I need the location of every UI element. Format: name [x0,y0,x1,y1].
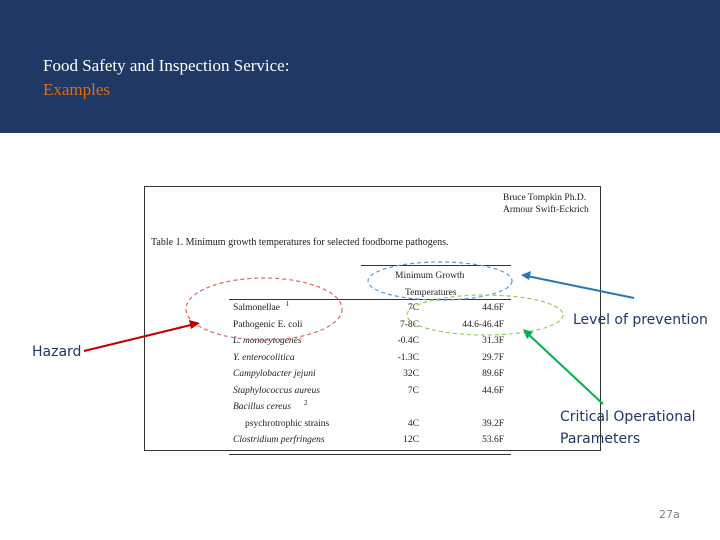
author-line-2: Armour Swift-Eckrich [503,205,589,215]
celsius-value: 7-8C [400,319,419,330]
fahrenheit-value: 44.6F [482,303,504,313]
fahrenheit-value: 89.6F [482,369,504,379]
celsius-value: 4C [407,418,419,429]
fahrenheit-value: 39.2F [482,418,504,429]
column-header-line-1: Minimum Growth [395,271,465,281]
pathogen-name: psychrotrophic strains [245,418,330,429]
header-top-rule [361,265,511,266]
table-caption: Table 1. Minimum growth temperatures for selected foodborne pathogens. [151,237,449,248]
column-header-line-2: Temperatures [405,288,457,298]
celsius-value: 7C [407,303,419,313]
footnote-marker: 2 [304,399,308,407]
celsius-value: 12C [403,435,419,445]
pathogen-table-image [144,186,601,451]
critical-parameters-callout-line-2: Parameters [560,431,641,447]
pathogen-name: Salmonellae [233,303,280,313]
level-of-prevention-callout: Level of prevention [573,312,708,328]
celsius-value: 32C [403,369,419,379]
fahrenheit-value: 29.7F [482,352,504,363]
fahrenheit-value: 53.6F [482,435,504,445]
fahrenheit-value: 44.6F [482,385,504,396]
author-line-1: Bruce Tompkin Ph.D. [503,193,587,203]
celsius-value: 7C [407,385,419,396]
pathogen-name: Pathogenic E. coli [233,319,303,330]
footnote-marker: 1 [285,300,290,308]
fahrenheit-value: 31.3F [482,336,504,346]
slide-subtitle: Examples [43,80,111,99]
celsius-value: -1.3C [397,352,419,363]
table-bottom-rule [229,454,511,455]
pathogen-name: Y. enterocolitica [233,352,295,363]
slide-title: Food Safety and Inspection Service: [43,56,290,75]
pathogen-name: Staphylococcus aureus [233,385,320,396]
fahrenheit-value: 44.6-46.4F [462,319,504,330]
page-number: 27a [659,508,680,521]
pathogen-name: L. monocytogenes [233,336,302,346]
hazard-callout: Hazard [32,344,82,360]
pathogen-name: Clostridium perfringens [233,435,325,445]
pathogen-name: Bacillus cereus [233,402,291,412]
celsius-value: -0.4C [397,336,419,346]
header-bottom-rule [229,299,511,300]
pathogen-name: Campylobacter jejuni [233,369,316,379]
critical-parameters-callout-line-1: Critical Operational [560,409,696,425]
title-banner [0,0,720,133]
